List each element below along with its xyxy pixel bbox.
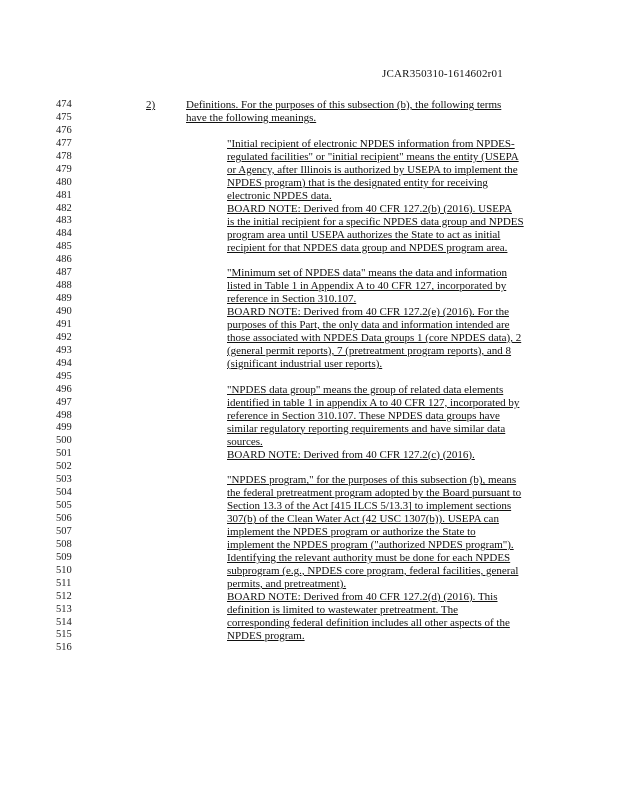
text-line: (general permit reports), 7 (pretreatment program reports), and 8 bbox=[227, 345, 512, 357]
text-line: listed in Table 1 in Appendix A to 40 CFR 127, incorporated by bbox=[227, 280, 507, 293]
text-line: "Minimum set of NPDES data" means the data and information bbox=[227, 267, 507, 280]
text-line: reference in Section 310.107. These NPDES data groups have bbox=[227, 409, 500, 422]
text-line: program area until USEPA authorizes the State to act as initial bbox=[227, 228, 501, 241]
text-line: Section 13.3 of the Act [415 ILCS 5/13.3] to implement sections bbox=[227, 500, 512, 513]
text-line: identified in table 1 in appendix A to 40 CFR 127, incorporated by bbox=[227, 396, 520, 409]
line-number: 486 bbox=[56, 254, 72, 266]
board-note-line: BOARD NOTE: Derived from 40 CFR 127.2(c) (2016). bbox=[227, 448, 475, 461]
text-line: NPDES program) that is the designated entity for receiving bbox=[227, 176, 488, 189]
line-number: 516 bbox=[56, 642, 72, 654]
line-number: 492 bbox=[56, 331, 72, 343]
line-number: 506 bbox=[56, 513, 72, 524]
line-number: 484 bbox=[56, 228, 72, 240]
text-line: reference in Section 310.107. bbox=[227, 293, 357, 306]
line-number: 483 bbox=[56, 215, 72, 227]
board-note-line: BOARD NOTE: Derived from 40 CFR 127.2(b) (2016). USEPA bbox=[227, 202, 512, 215]
definitions-body bbox=[227, 138, 547, 643]
blank-line bbox=[227, 254, 547, 267]
line-number: 513 bbox=[56, 603, 72, 615]
line-number: 514 bbox=[56, 616, 72, 628]
line-number-column bbox=[56, 99, 86, 655]
text-line: "Initial recipient of electronic NPDES information from NPDES- bbox=[227, 138, 515, 150]
line-number: 501 bbox=[56, 448, 72, 460]
line-number: 478 bbox=[56, 150, 72, 162]
line-number: 491 bbox=[56, 318, 72, 330]
line-number: 515 bbox=[56, 629, 72, 641]
line-number: 509 bbox=[56, 551, 72, 563]
line-number: 512 bbox=[56, 590, 72, 602]
line-number: 488 bbox=[56, 280, 72, 292]
text-line: or Agency, after Illinois is authorized by USEPA to implement the bbox=[227, 163, 518, 176]
text-line: sources. bbox=[227, 435, 263, 448]
text-line: purposes of this Part, the only data and information intended are bbox=[227, 319, 510, 332]
line-number: 504 bbox=[56, 487, 72, 499]
line-number: 475 bbox=[56, 111, 72, 123]
board-note-line: BOARD NOTE: Derived from 40 CFR 127.2(e) (2016). For the bbox=[227, 306, 509, 319]
line-number: 505 bbox=[56, 500, 72, 512]
text-line: those associated with NPDES Data groups 1 (core NPDES data), 2 bbox=[227, 332, 522, 345]
line-number: 498 bbox=[56, 409, 72, 421]
section-intro bbox=[186, 99, 546, 125]
text-line: NPDES program. bbox=[227, 629, 305, 642]
board-note-line: BOARD NOTE: Derived from 40 CFR 127.2(d) (2016). This bbox=[227, 590, 498, 603]
text-line: similar regulatory reporting requirements and have similar data bbox=[227, 422, 506, 435]
text-line: implement the NPDES program or authorize the State to bbox=[227, 526, 476, 539]
text-line: electronic NPDES data. bbox=[227, 189, 332, 202]
text-line: permits, and pretreatment). bbox=[227, 577, 347, 590]
line-number: 479 bbox=[56, 163, 72, 175]
line-number: 494 bbox=[56, 357, 72, 369]
line-number: 476 bbox=[56, 124, 72, 136]
text-line: implement the NPDES program ("authorized NPDES program"). bbox=[227, 539, 514, 552]
text-line: the federal pretreatment program adopted by the Board pursuant to bbox=[227, 487, 522, 500]
text-line: subprogram (e.g., NPDES core program, federal facilities, general bbox=[227, 564, 519, 577]
line-number: 502 bbox=[56, 461, 72, 473]
section-number: 2) bbox=[146, 99, 156, 111]
line-number: 485 bbox=[56, 241, 72, 253]
text-line: corresponding federal definition includes all other aspects of the bbox=[227, 616, 510, 629]
text-line: regulated facilities" or "initial recipient" means the entity (USEPA bbox=[227, 150, 519, 163]
text-line: is the initial recipient for a specific NPDES data group and NPDES bbox=[227, 215, 524, 228]
text-line: definition is limited to wastewater pretreatment. The bbox=[227, 603, 459, 616]
line-number: 496 bbox=[56, 383, 72, 395]
line-number: 480 bbox=[56, 176, 72, 188]
text-line: (significant industrial user reports). bbox=[227, 357, 383, 370]
line-number: 503 bbox=[56, 474, 72, 486]
text-line: 307(b) of the Clean Water Act (42 USC 1307(b)). USEPA can bbox=[227, 513, 499, 526]
line-number: 489 bbox=[56, 293, 72, 305]
blank-line bbox=[227, 461, 547, 474]
line-number: 490 bbox=[56, 306, 72, 317]
document-id: JCAR350310-1614602r01 bbox=[382, 68, 503, 80]
line-number: 511 bbox=[56, 577, 72, 589]
line-number: 508 bbox=[56, 538, 72, 550]
text-line: Identifying the relevant authority must be done for each NPDES bbox=[227, 552, 511, 564]
line-number: 497 bbox=[56, 396, 72, 408]
line-number: 495 bbox=[56, 370, 72, 382]
text-line: "NPDES data group" means the group of related data elements bbox=[227, 383, 504, 396]
line-number: 481 bbox=[56, 189, 72, 201]
text-line: recipient for that NPDES data group and NPDES program area. bbox=[227, 241, 508, 254]
text-line: "NPDES program," for the purposes of this subsection (b), means bbox=[227, 474, 517, 487]
line-number: 499 bbox=[56, 422, 72, 434]
line-number: 487 bbox=[56, 267, 72, 279]
line-number: 477 bbox=[56, 137, 72, 149]
section-intro-line: Definitions. For the purposes of this subsection (b), the following terms bbox=[186, 99, 502, 111]
line-number: 507 bbox=[56, 525, 72, 537]
line-number: 500 bbox=[56, 435, 72, 447]
section-intro-line: have the following meanings. bbox=[186, 111, 317, 124]
blank-line bbox=[227, 371, 547, 384]
line-number: 474 bbox=[56, 99, 72, 110]
line-number: 482 bbox=[56, 202, 72, 214]
line-number: 493 bbox=[56, 344, 72, 356]
line-number: 510 bbox=[56, 564, 72, 576]
